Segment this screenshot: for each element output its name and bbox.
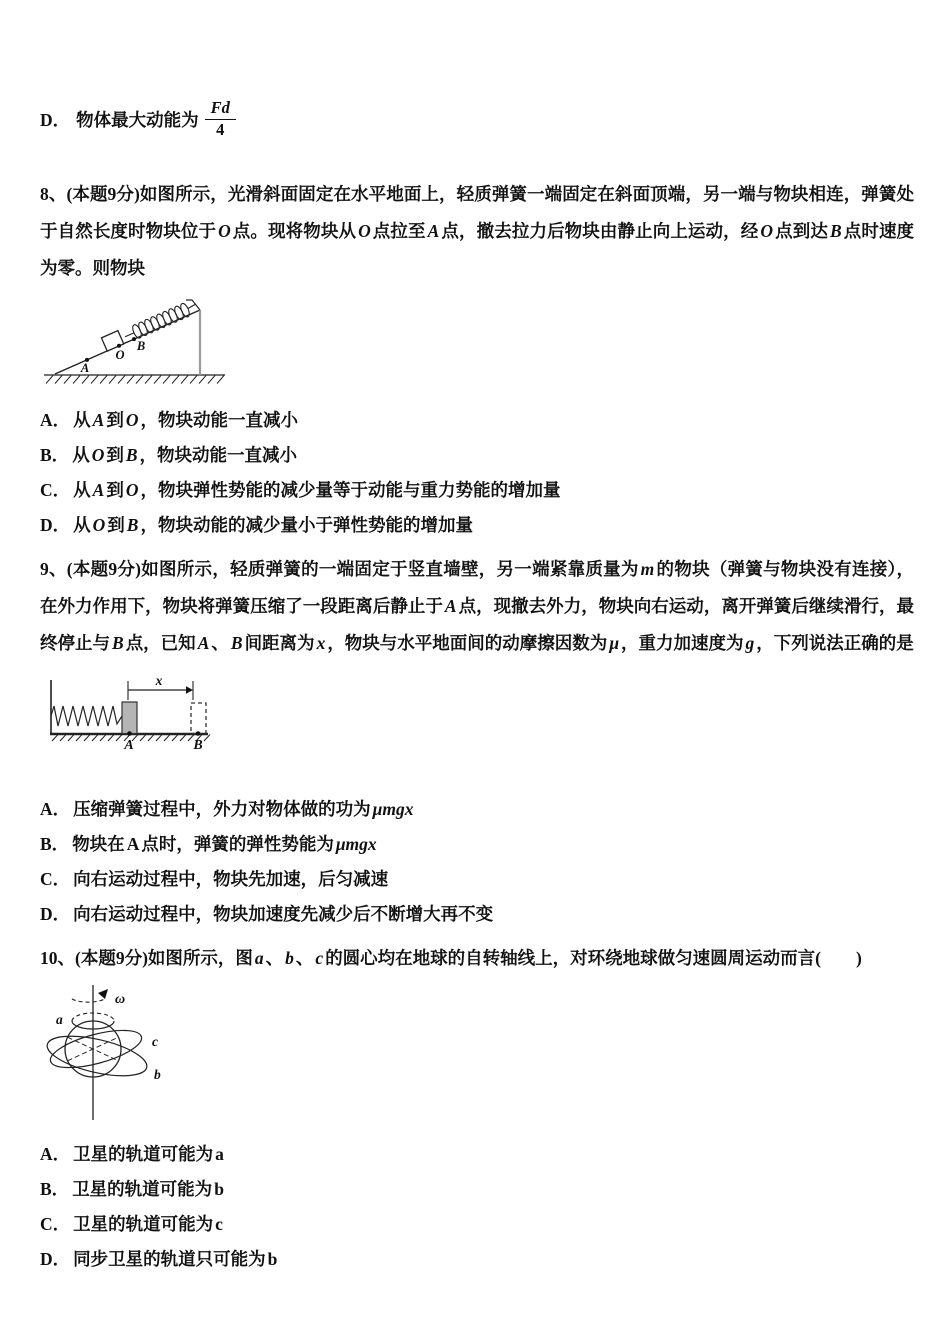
point-a-label: A — [124, 738, 134, 753]
q10-figure — [44, 979, 914, 1125]
q10-options — [40, 1137, 914, 1277]
rotation-arrowhead — [98, 989, 108, 999]
option-text: 卫星的轨道可能为 b — [72, 1179, 224, 1199]
orbit-b-label: b — [154, 1067, 161, 1082]
option-text: 从 O 到 B ，物块动能的减少量小于弹性势能的增加量 — [73, 515, 473, 535]
option-text: 压缩弹簧过程中，外力对物体做的功为 μmgx — [73, 799, 414, 819]
option-text: 卫星的轨道可能为 a — [73, 1144, 224, 1164]
option-letter: B． — [40, 1179, 70, 1199]
option-text: 同步卫星的轨道只可能为 b — [73, 1249, 278, 1269]
q8-option-a — [40, 403, 914, 438]
q9-option-d — [40, 897, 914, 932]
option-letter: D． — [40, 515, 71, 535]
q8-option-c — [40, 473, 914, 508]
option-letter: A． — [40, 1144, 71, 1164]
q8-figure — [42, 290, 914, 393]
option-text: 向右运动过程中，物块加速度先减少后不断增大再不变 — [73, 904, 494, 924]
spring-zigzag — [51, 706, 122, 726]
option-text: 卫星的轨道可能为 c — [73, 1214, 223, 1234]
point-a-label: A — [80, 361, 90, 375]
option-letter: C． — [40, 1214, 71, 1234]
option-letter: B． — [40, 445, 70, 465]
incline-spring-diagram — [42, 290, 238, 393]
point-a-dot — [127, 731, 132, 736]
spring-coils — [125, 302, 195, 339]
q9-option-a — [40, 792, 914, 827]
option-letter: B． — [40, 834, 70, 854]
q9-options — [40, 792, 914, 932]
horizontal-spring-diagram — [42, 668, 224, 764]
fraction-denominator: 4 — [216, 119, 225, 139]
point-b-label: B — [136, 339, 146, 353]
fraction-numerator: Fd — [205, 99, 236, 119]
orbit-c-label: c — [152, 1034, 158, 1049]
measure-arrowhead — [186, 686, 193, 694]
q8-options — [40, 403, 914, 543]
distance-x-label: x — [155, 673, 163, 688]
incline-surface — [55, 310, 200, 374]
question-9 — [40, 551, 914, 932]
orbit-a-label: a — [56, 1012, 63, 1027]
question-10 — [40, 940, 914, 1277]
q10-option-b — [40, 1172, 914, 1207]
q9-option-c — [40, 862, 914, 897]
fraction-fd-over-4 — [205, 99, 236, 138]
option-letter: C． — [40, 869, 71, 889]
point-b-label: B — [193, 738, 203, 753]
q9-figure — [42, 668, 914, 764]
option-letter: A． — [40, 799, 71, 819]
q9-option-b — [40, 827, 914, 862]
option-letter: D． — [40, 1249, 71, 1269]
ground-hatching — [46, 376, 224, 384]
option-text: 从 A 到 O ，物块弹性势能的减少量等于动能与重力势能的增加量 — [73, 480, 561, 500]
q9-stem: 9、(本题9分)如图所示，轻质弹簧的一端固定于竖直墙壁，另一端紧靠质量为 m 的物块（弹簧与物块没有连接），在外力作用下，物块将弹簧压缩了一段距离后静止于 A 点，现撤去外力，物块向右运动，离开弹簧后继续滑行，最终停止与 B 点，已知 A 、 B 间距离为 x ，物块与水平地面间的动摩擦因数为 μ ，重力加速度为 g ，下列说法正确的是 — [40, 559, 915, 653]
point-b-dot — [196, 731, 201, 736]
option-text: 向右运动过程中，物块先加速，后匀减速 — [73, 869, 389, 889]
option-text: 物块在 A 点时，弹簧的弹性势能为 μmgx — [72, 834, 377, 854]
q10-option-a — [40, 1137, 914, 1172]
omega-label: ω — [115, 992, 126, 1007]
block-at-a — [122, 702, 137, 734]
block-ghost-at-b — [191, 703, 206, 734]
option-letter: D． — [40, 109, 71, 130]
option-text: 从 A 到 O ，物块动能一直减小 — [73, 410, 298, 430]
prev-option-d — [40, 92, 914, 146]
option-text: 从 O 到 B ，物块动能一直减小 — [72, 445, 298, 465]
option-letter: C． — [40, 480, 71, 500]
q8-option-d — [40, 508, 914, 543]
q10-option-d — [40, 1242, 914, 1277]
orbit-c-ellipse — [47, 1023, 145, 1075]
earth-orbits-diagram — [44, 979, 186, 1125]
q10-stem: 10、(本题9分)如图所示，图 a 、 b 、 c 的圆心均在地球的自转轴线上，对环绕地球做匀速圆周运动而言( ) — [40, 948, 862, 968]
point-o-label: O — [115, 348, 125, 362]
q8-option-b — [40, 438, 914, 473]
point-b-dot — [132, 337, 136, 341]
q10-option-c — [40, 1207, 914, 1242]
question-8 — [40, 176, 914, 543]
option-letter: A． — [40, 410, 71, 430]
option-text: 物体最大动能为 — [76, 109, 199, 130]
orbit-b-ellipse — [44, 1028, 150, 1083]
rotation-arc — [72, 998, 106, 1002]
q8-stem: 8、(本题9分)如图所示，光滑斜面固定在水平地面上，轻质弹簧一端固定在斜面顶端，另一端与物块相连，弹簧处于自然长度时物块位于 O 点。现将物块从 O 点拉至 A 点，撤去拉力后物块由静止向上运动，经 O 点到达 B 点时速度为零。则物块 — [40, 184, 915, 278]
option-letter: D． — [40, 904, 71, 924]
